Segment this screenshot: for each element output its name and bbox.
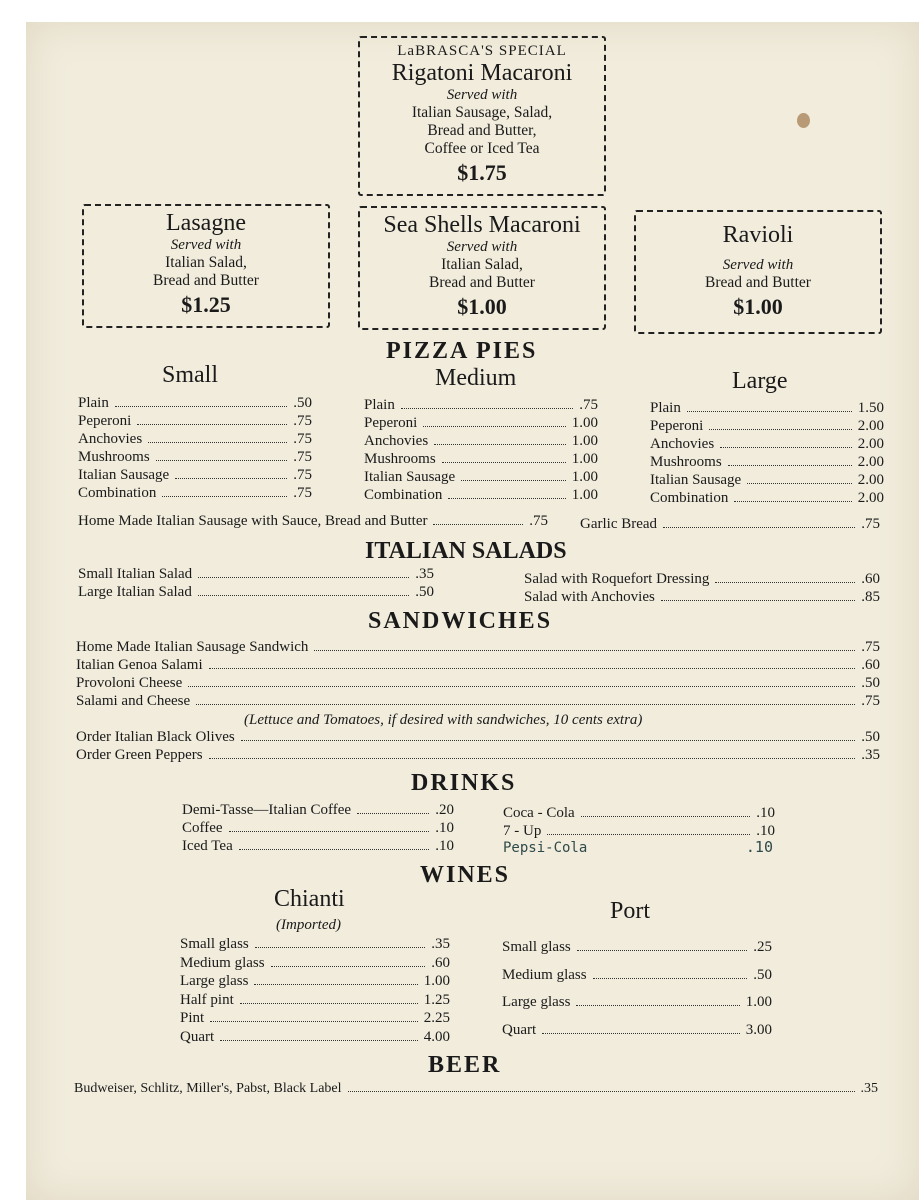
leader-dots [137, 413, 287, 425]
menu-item [524, 588, 880, 606]
item-price: .75 [293, 431, 312, 447]
item-price: .50 [753, 966, 772, 983]
menu-item [180, 954, 450, 972]
menu-item [650, 489, 884, 507]
leader-dots [747, 472, 852, 484]
item-name: Small glass [180, 936, 249, 952]
menu-item [502, 1021, 772, 1039]
item-price: .75 [293, 485, 312, 501]
menu-item [364, 486, 598, 504]
item-price: 1.00 [745, 994, 772, 1010]
menu-item [76, 638, 880, 656]
leader-dots [254, 973, 417, 985]
menu-item [182, 819, 454, 837]
item-name: Combination [650, 490, 729, 506]
leader-dots [433, 513, 523, 525]
special-line: Italian Sausage, Salad, [411, 104, 553, 121]
item-name: Order Green Peppers [76, 747, 203, 763]
pizza-small-label: Small [162, 362, 219, 388]
seashells-title: Sea Shells Macaroni [383, 212, 581, 238]
item-name: Budweiser, Schlitz, Miller's, Pabst, Black Label [74, 1081, 342, 1096]
item-name: Italian Sausage [364, 469, 456, 485]
leader-dots [162, 485, 287, 497]
item-price: 1.00 [571, 451, 598, 467]
item-name: Plain [78, 395, 109, 411]
menu-item [364, 396, 598, 414]
item-price: .10 [435, 838, 454, 854]
item-price: 2.00 [857, 472, 884, 488]
sandwiches-heading: SANDWICHES [368, 608, 553, 634]
leader-dots [241, 729, 856, 741]
item-name: Coca - Cola [503, 805, 575, 821]
menu-item [74, 1080, 878, 1098]
menu-item [364, 468, 598, 486]
item-name: Iced Tea [182, 838, 233, 854]
item-name: Order Italian Black Olives [76, 729, 235, 745]
item-name: Large Italian Salad [78, 584, 192, 600]
item-name: Peperoni [650, 418, 704, 434]
leader-dots [314, 639, 855, 651]
item-name: Provoloni Cheese [76, 675, 183, 691]
seashells-served-with: Served with [446, 239, 518, 255]
lasagne-price: $1.25 [181, 292, 231, 317]
ravioli-line: Bread and Butter [705, 274, 811, 291]
leader-dots [461, 469, 566, 481]
item-name: Anchovies [650, 436, 715, 452]
item-price: 1.00 [571, 469, 598, 485]
leader-dots [715, 571, 855, 583]
menu-item [76, 746, 880, 764]
lasagne-line: Italian Salad, [165, 254, 247, 271]
leader-dots [240, 992, 418, 1004]
leader-dots [196, 693, 855, 705]
menu-item [180, 1009, 450, 1027]
ravioli-box [634, 210, 882, 334]
item-name: Medium glass [180, 954, 265, 971]
item-name: Home Made Italian Sausage Sandwich [76, 639, 309, 655]
item-price: .75 [293, 467, 312, 483]
item-name: Large glass [180, 973, 249, 989]
leader-dots [423, 415, 565, 427]
leader-dots [175, 467, 287, 479]
salads-heading: ITALIAN SALADS [365, 538, 567, 564]
lasagne-box [82, 204, 330, 328]
item-name: Anchovies [78, 431, 143, 447]
seashells-line: Bread and Butter [429, 274, 535, 291]
port-label: Port [610, 898, 651, 924]
item-name: Coffee [182, 820, 223, 836]
item-price: 1.00 [571, 415, 598, 431]
menu-item [78, 484, 312, 502]
leader-dots [593, 967, 748, 979]
item-name: Quart [180, 1028, 215, 1045]
menu-item [364, 432, 598, 450]
item-price: .75 [861, 693, 880, 709]
leader-dots [401, 397, 573, 409]
item-price: 4.00 [423, 1028, 450, 1045]
menu-item [78, 430, 312, 448]
item-name: Salad with Roquefort Dressing [524, 571, 710, 587]
item-name: Quart [502, 1021, 537, 1038]
leader-dots [577, 939, 747, 951]
menu-item [78, 466, 312, 484]
beer-heading: BEER [428, 1052, 502, 1078]
leader-dots [542, 1022, 740, 1034]
item-price: 1.00 [571, 433, 598, 449]
item-price: .75 [861, 639, 880, 655]
item-price: .75 [293, 449, 312, 465]
menu-item [650, 471, 884, 489]
item-name: Peperoni [78, 413, 132, 429]
item-price: 3.00 [745, 1021, 772, 1038]
item-name: Pepsi-Cola [503, 840, 588, 856]
item-name: Plain [364, 397, 395, 413]
special-kicker: LaBRASCA'S SPECIAL [397, 43, 567, 59]
menu-item [182, 801, 454, 819]
item-name: Large glass [502, 994, 571, 1010]
menu-item [78, 412, 312, 430]
leader-dots [661, 589, 855, 601]
leader-dots [576, 994, 739, 1006]
item-price: .60 [431, 954, 450, 971]
leader-dots [148, 431, 287, 443]
leader-dots [198, 584, 409, 596]
item-name: Combination [78, 485, 157, 501]
menu-item [364, 450, 598, 468]
menu-item [78, 394, 312, 412]
seashells-box [358, 206, 606, 330]
leader-dots [720, 436, 852, 448]
leader-dots [271, 955, 426, 967]
item-price: .50 [861, 675, 880, 691]
item-price: .50 [415, 584, 434, 600]
item-name: Italian Genoa Salami [76, 657, 203, 673]
item-name: Small glass [502, 939, 571, 955]
item-price: .35 [861, 747, 880, 763]
special-price: $1.75 [457, 160, 507, 185]
item-name: Garlic Bread [580, 516, 658, 532]
item-price: 2.25 [423, 1010, 450, 1026]
special-served-with: Served with [446, 87, 518, 103]
leader-dots [357, 802, 429, 814]
leader-dots [348, 1080, 855, 1092]
menu-item [78, 448, 312, 466]
item-name: Peperoni [364, 415, 418, 431]
menu-item [502, 938, 772, 956]
menu-item [502, 966, 772, 984]
item-price: .10 [745, 838, 773, 856]
menu-item [76, 692, 880, 710]
item-name: Mushrooms [78, 449, 150, 465]
leader-dots [198, 566, 409, 578]
menu-item [364, 414, 598, 432]
item-name: Combination [364, 487, 443, 503]
wines-heading: WINES [420, 862, 511, 888]
item-name: Mushrooms [650, 454, 722, 470]
menu-item [180, 935, 450, 953]
special-rigatoni-box [358, 36, 606, 196]
leader-dots [434, 433, 566, 445]
item-name: Salad with Anchovies [524, 589, 655, 605]
chianti-label: Chianti [274, 886, 345, 912]
item-name: Pint [180, 1010, 205, 1026]
item-price: 1.00 [423, 973, 450, 989]
leader-dots [209, 657, 856, 669]
leader-dots [115, 395, 287, 407]
ravioli-title: Ravioli [722, 222, 794, 248]
item-name: Home Made Italian Sausage with Sauce, Bread and Butter [78, 513, 428, 529]
item-name: Mushrooms [364, 451, 436, 467]
item-price: 1.00 [571, 487, 598, 503]
menu-item [180, 991, 450, 1009]
item-name: Medium glass [502, 966, 587, 983]
sandwiches-note: (Lettuce and Tomatoes, if desired with sandwiches, 10 cents extra) [244, 712, 643, 728]
leader-dots [239, 838, 430, 850]
menu-item [650, 453, 884, 471]
lasagne-title: Lasagne [166, 210, 246, 236]
menu-item [76, 674, 880, 692]
chianti-sub: (Imported) [276, 917, 341, 933]
item-price: .85 [861, 589, 880, 605]
pizza-heading: PIZZA PIES [386, 338, 538, 364]
leader-dots [581, 805, 751, 817]
leader-dots [210, 1010, 418, 1022]
leader-dots [220, 1029, 418, 1041]
special-line: Bread and Butter, [427, 122, 537, 139]
menu-item [502, 993, 772, 1011]
item-price: .10 [756, 805, 775, 821]
leader-dots [255, 936, 425, 948]
item-price: .35 [860, 1081, 878, 1096]
typed-drink-item [503, 838, 773, 857]
item-price: .10 [756, 823, 775, 839]
menu-item [650, 435, 884, 453]
special-title: Rigatoni Macaroni [391, 60, 573, 86]
special-line: Coffee or Iced Tea [424, 140, 540, 157]
item-price: 1.50 [857, 400, 884, 416]
ravioli-served-with: Served with [722, 257, 794, 273]
menu-item [503, 804, 775, 822]
menu-item [78, 512, 548, 530]
item-price: .75 [579, 397, 598, 413]
menu-item [78, 583, 434, 601]
item-price: .35 [415, 566, 434, 582]
item-name: Italian Sausage [650, 472, 742, 488]
item-price: .75 [293, 413, 312, 429]
item-price: .75 [529, 513, 548, 529]
item-name: Salami and Cheese [76, 693, 191, 709]
item-price: .10 [435, 820, 454, 836]
item-price: .20 [435, 802, 454, 818]
menu-item [78, 565, 434, 583]
item-name: Half pint [180, 991, 234, 1008]
item-price: 2.00 [857, 418, 884, 434]
seashells-price: $1.00 [457, 294, 507, 319]
item-price: .50 [293, 395, 312, 411]
leader-dots [188, 675, 855, 687]
lasagne-served-with: Served with [170, 237, 242, 253]
menu-item [650, 417, 884, 435]
leader-dots [442, 451, 566, 463]
item-price: 2.00 [857, 454, 884, 470]
item-price: .60 [861, 657, 880, 673]
leader-dots [448, 487, 565, 499]
item-name: Small Italian Salad [78, 566, 193, 582]
menu-item [76, 728, 880, 746]
item-price: .60 [861, 571, 880, 587]
leader-dots [734, 490, 851, 502]
menu-item [524, 570, 880, 588]
pizza-medium-label: Medium [435, 365, 517, 391]
item-price: 2.00 [857, 436, 884, 452]
item-price: 1.25 [423, 991, 450, 1008]
item-name: Plain [650, 400, 681, 416]
drinks-heading: DRINKS [411, 770, 517, 796]
leader-dots [229, 820, 430, 832]
pizza-large-label: Large [732, 368, 788, 394]
leader-dots [663, 516, 855, 528]
menu-item [180, 972, 450, 990]
leader-dots [156, 449, 288, 461]
leader-dots [687, 400, 852, 412]
item-name: Demi-Tasse—Italian Coffee [182, 802, 352, 818]
item-name: Anchovies [364, 433, 429, 449]
item-price: .75 [861, 516, 880, 532]
item-price: .25 [753, 939, 772, 955]
leader-dots [728, 454, 852, 466]
leader-dots [209, 747, 856, 759]
menu-item [182, 837, 454, 855]
menu-item [580, 515, 880, 533]
menu-item [76, 656, 880, 674]
paper-stain [797, 113, 810, 128]
item-price: 2.00 [857, 490, 884, 506]
item-price: .35 [431, 936, 450, 952]
item-name: 7 - Up [503, 823, 542, 839]
seashells-line: Italian Salad, [441, 256, 523, 273]
lasagne-line: Bread and Butter [153, 272, 259, 289]
leader-dots [547, 823, 750, 835]
item-name: Italian Sausage [78, 467, 170, 483]
menu-item [650, 399, 884, 417]
menu-item [180, 1028, 450, 1046]
item-price: .50 [861, 729, 880, 745]
leader-dots [709, 418, 851, 430]
ravioli-price: $1.00 [733, 294, 783, 319]
